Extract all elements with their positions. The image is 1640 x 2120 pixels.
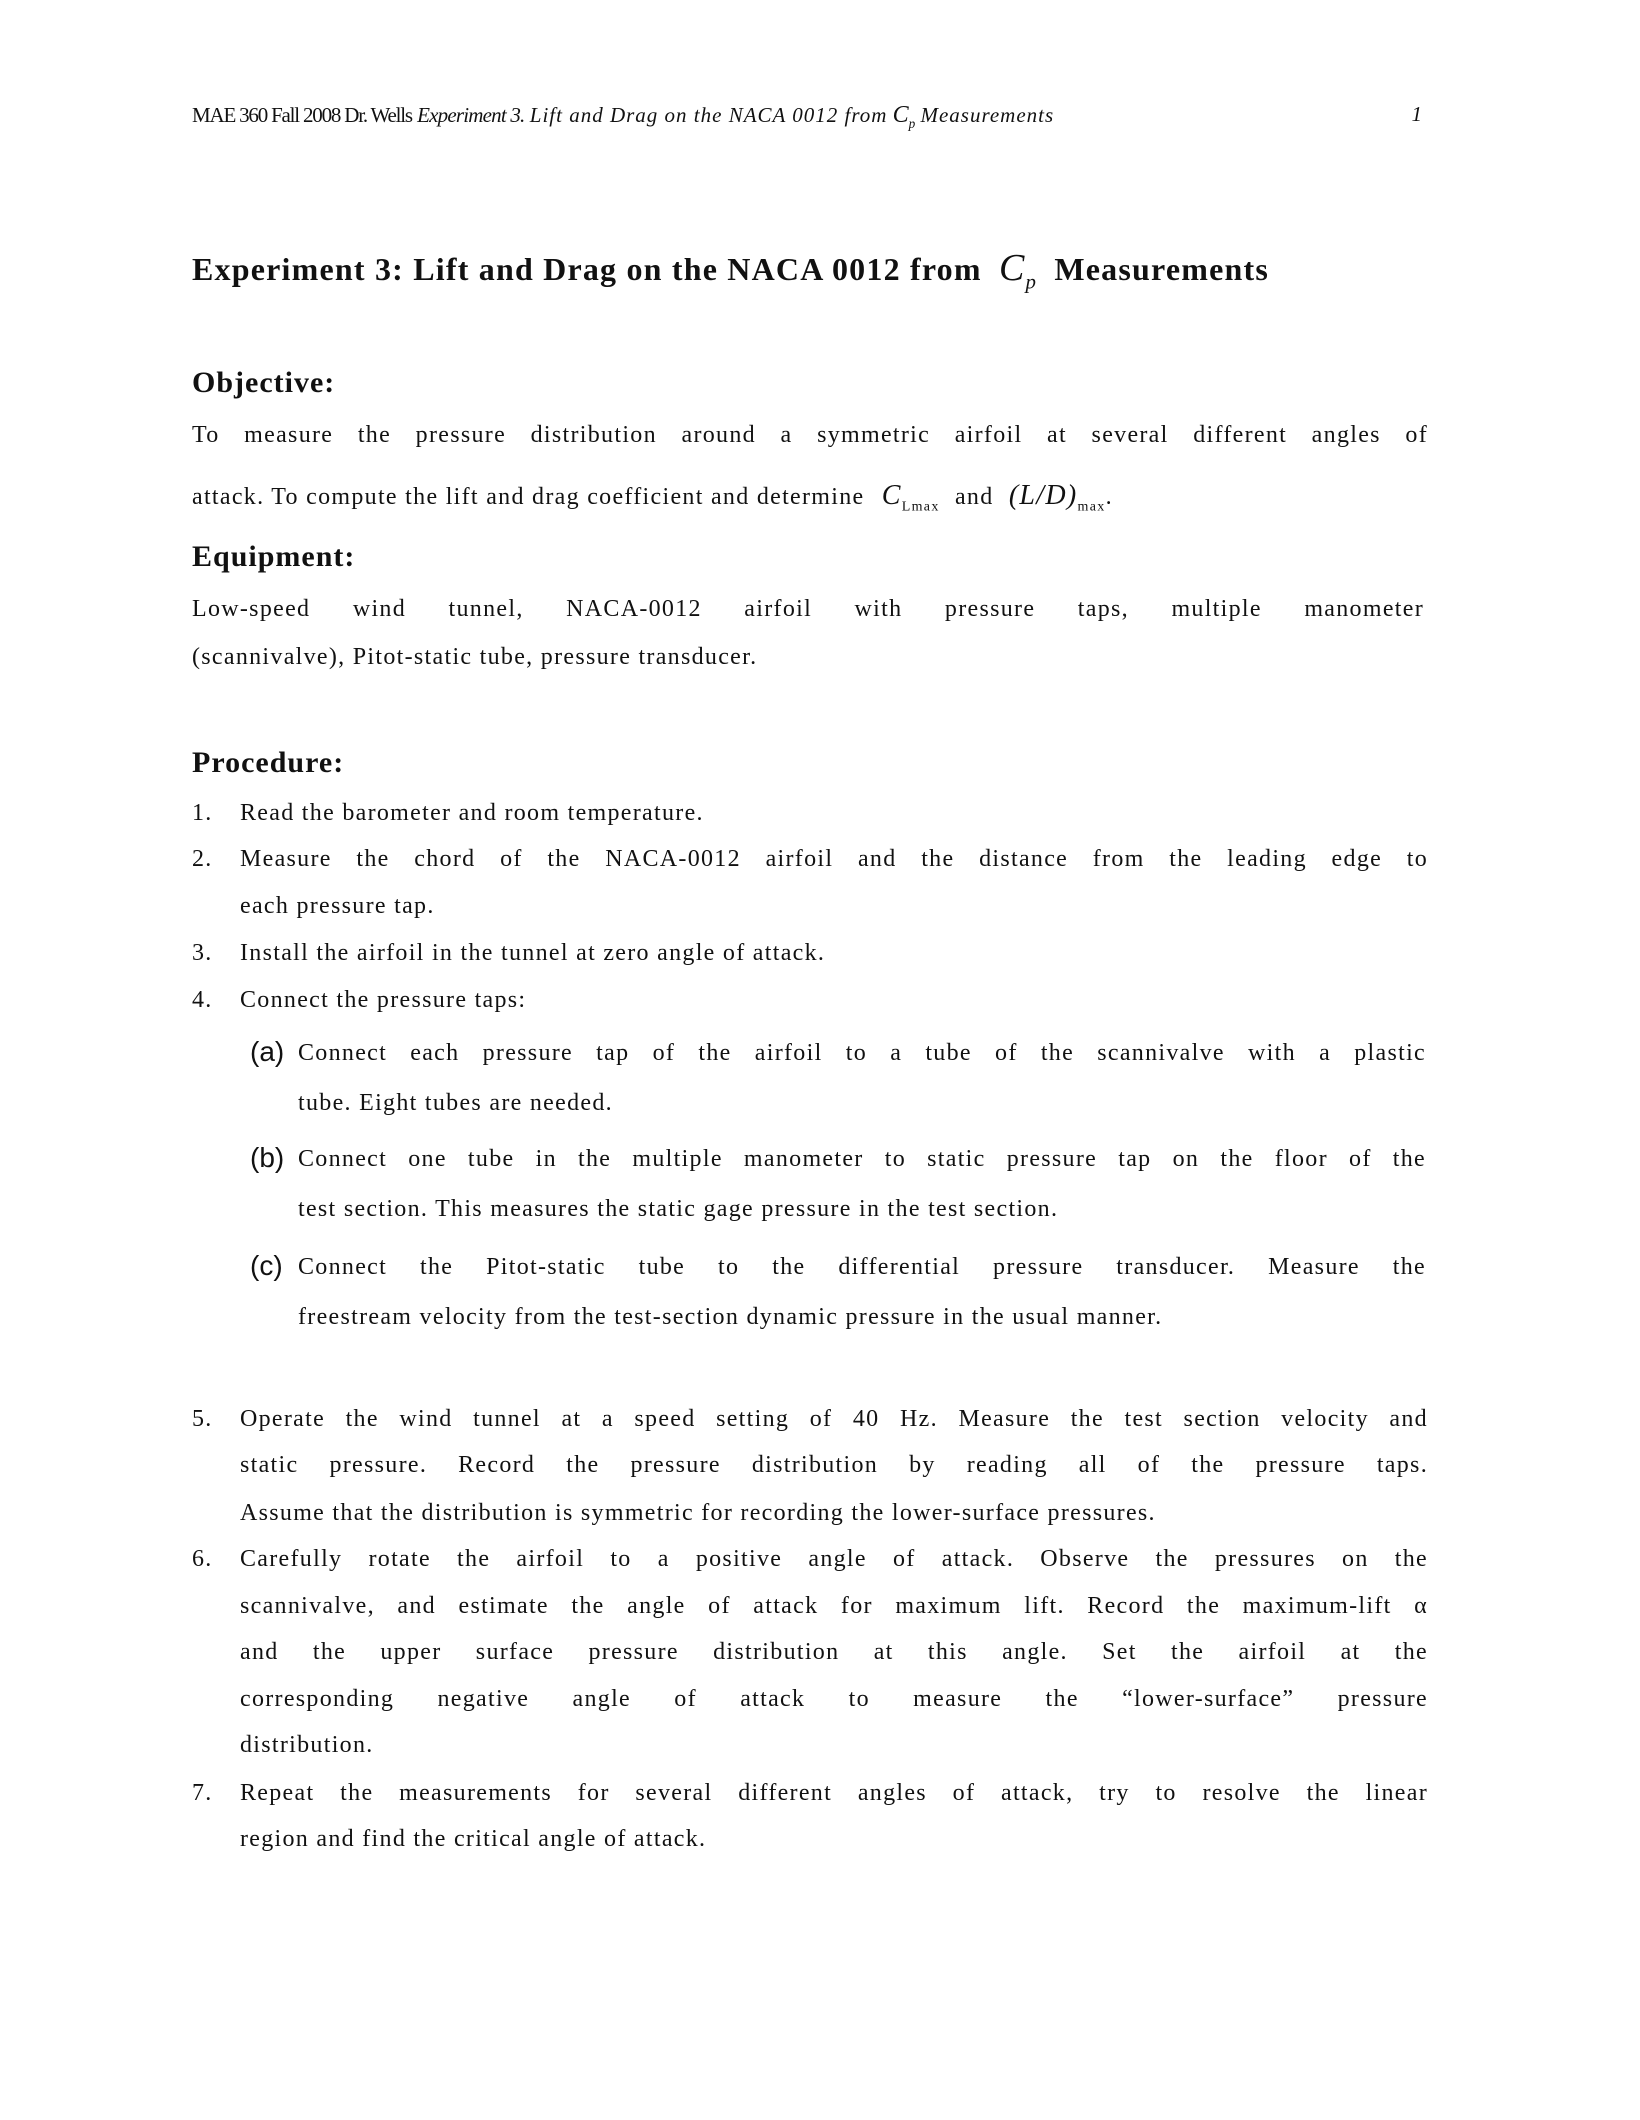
item-line: Assume that the distribution is symmetric for recording the lower-surface pressures. [240, 1500, 1156, 1526]
item-number: 6. [192, 1546, 213, 1572]
equipment-line-1: Low-speed wind tunnel, NACA-0012 airfoil with pressure taps, multiple manometer [192, 596, 1424, 622]
page-number: 1 [1411, 102, 1422, 126]
header-title-suffix: Measurements [920, 103, 1055, 127]
objective-period: . [1105, 484, 1113, 510]
running-header [192, 102, 1422, 132]
cl-max-symbol: $C_{Lmax}$ [881, 480, 940, 515]
title-prefix: Experiment 3: Lift and Drag on the NACA 0012 from [192, 251, 982, 287]
item-line: Repeat the measurements for several different angles of attack, try to resolve the linear [240, 1780, 1428, 1806]
header-experiment: Experiment 3. [417, 103, 525, 127]
title-cp-symbol: $C_p$ [998, 247, 1038, 294]
document-title [192, 246, 1269, 295]
objective-line-2-text: attack. To compute the lift and drag coefficient and determine [192, 484, 865, 510]
subitem-line: freestream velocity from the test-section dynamic pressure in the usual manner. [298, 1304, 1163, 1330]
item-line: distribution. [240, 1732, 374, 1758]
item-line: static pressure. Record the pressure distribution by reading all of the pressure taps. [240, 1452, 1428, 1478]
item-line: and the upper surface pressure distribution at this angle. Set the airfoil at the [240, 1639, 1428, 1665]
subitem-letter: (a) [250, 1036, 285, 1067]
item-number: 7. [192, 1780, 213, 1806]
item-line: each pressure tap. [240, 893, 435, 919]
item-number: 4. [192, 987, 213, 1013]
item-line: corresponding negative angle of attack to measure the “lower-surface” pressure [240, 1686, 1428, 1712]
item-number: 5. [192, 1406, 213, 1432]
ld-max-symbol: $(L/D)_{max}$ [1008, 480, 1106, 515]
item-line: Read the barometer and room temperature. [240, 800, 704, 826]
equipment-heading: Equipment: [192, 540, 356, 573]
item-line: Install the airfoil in the tunnel at zero angle of attack. [240, 940, 826, 966]
procedure-heading: Procedure: [192, 746, 345, 779]
item-line: Operate the wind tunnel at a speed setting of 40 Hz. Measure the test section velocity and [240, 1406, 1428, 1432]
subitem-letter: (c) [250, 1250, 283, 1281]
item-number: 1. [192, 800, 213, 826]
subitem-line: test section. This measures the static gage pressure in the test section. [298, 1196, 1059, 1222]
objective-line-1: To measure the pressure distribution around a symmetric airfoil at several different angles of [192, 422, 1428, 448]
equipment-line-2: (scannivalve), Pitot-static tube, pressure transducer. [192, 644, 758, 670]
header-title: Lift and Drag on the NACA 0012 from [529, 103, 888, 127]
item-line: Carefully rotate the airfoil to a positive angle of attack. Observe the pressures on the [240, 1546, 1428, 1572]
objective-line-2 [192, 480, 1428, 516]
item-number: 3. [192, 940, 213, 966]
header-course-info: MAE 360 Fall 2008 Dr. Wells [192, 103, 412, 127]
subitem-line: tube. Eight tubes are needed. [298, 1090, 613, 1116]
subitem-line: Connect one tube in the multiple manometer to static pressure tap on the floor of the [298, 1146, 1426, 1172]
item-line: region and find the critical angle of attack. [240, 1826, 707, 1852]
subitem-line: Connect each pressure tap of the airfoil to a tube of the scannivalve with a plastic [298, 1040, 1426, 1066]
header-cp-symbol: $C_p$ [892, 102, 916, 131]
item-line: scannivalve, and estimate the angle of attack for maximum lift. Record the maximum-lift α [240, 1593, 1428, 1619]
objective-heading: Objective: [192, 366, 336, 399]
subitem-letter: (b) [250, 1142, 285, 1173]
title-suffix: Measurements [1054, 251, 1269, 287]
item-number: 2. [192, 846, 213, 872]
item-line: Measure the chord of the NACA-0012 airfoil and the distance from the leading edge to [240, 846, 1428, 872]
objective-and: and [954, 484, 994, 510]
subitem-line: Connect the Pitot-static tube to the differential pressure transducer. Measure the [298, 1254, 1426, 1280]
item-line: Connect the pressure taps: [240, 987, 527, 1013]
